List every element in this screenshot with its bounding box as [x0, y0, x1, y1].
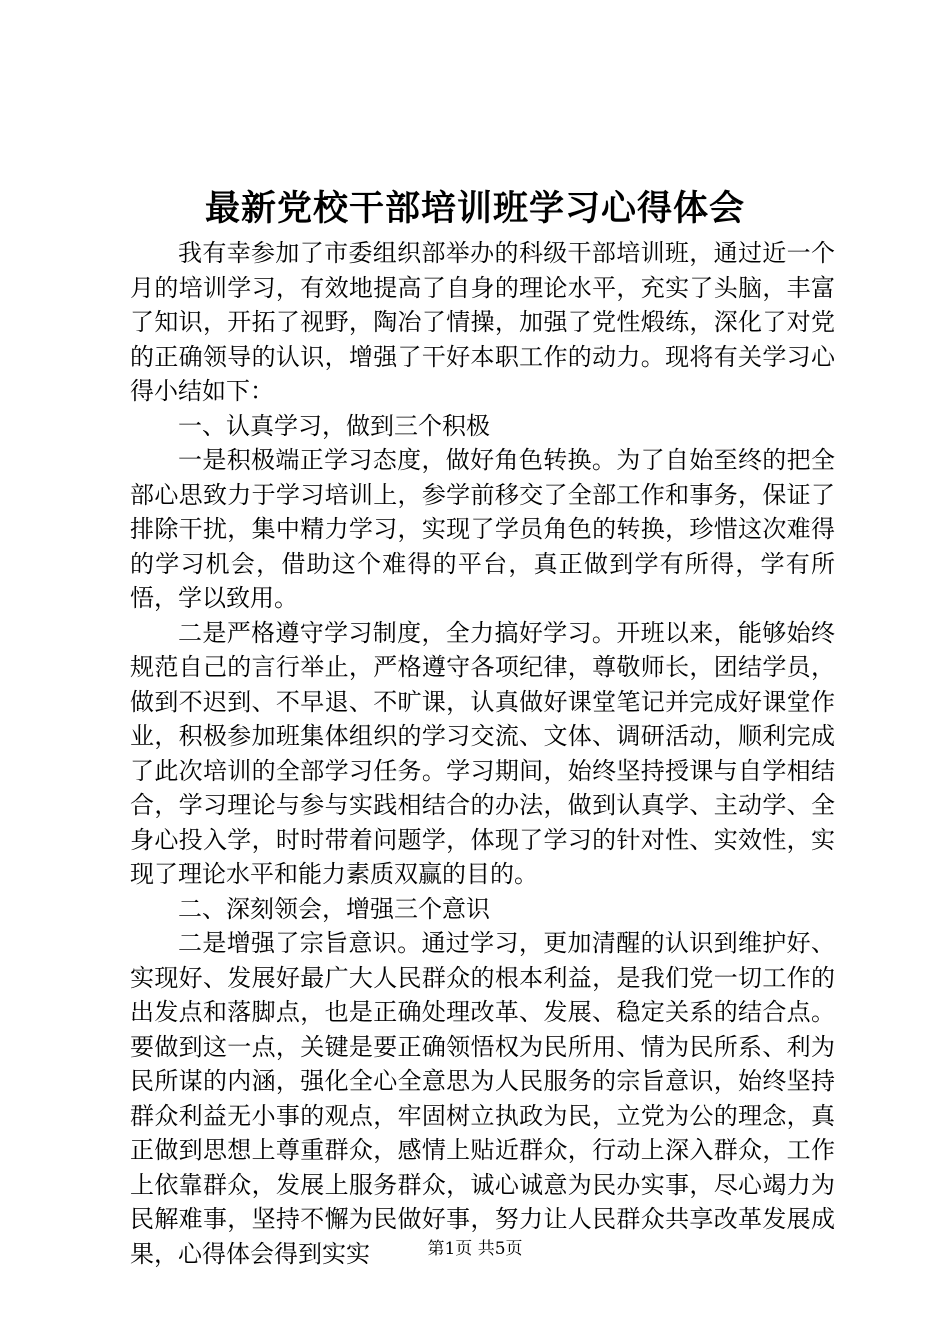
document-body [130, 236, 835, 1271]
document-title: 最新党校干部培训班学习心得体会 [204, 189, 745, 229]
body-paragraph: 二是增强了宗旨意识。通过学习，更加清醒的认识到维护好、实现好、发展好最广大人民群众的根本利益，是我们党一切工作的出发点和落脚点，也是正确处理改革、发展、稳定关系的结合点。要做到这一点，关键是要正确领悟权为民所用、情为民所系、利为民所谋的内涵，强化全心全意思为人民服务的宗旨意识，始终坚持群众利益无小事的观点，牢固树立执政为民，立党为公的理念，真正做到思想上尊重群众，感情上贴近群众，行动上深入群众，工作上依靠群众，发展上服务群众，诚心诚意为民办实事，尽心竭力为民解难事，坚持不懈为民做好事，努力让人民群众共享改革发展成果，心得体会得到实实 [130, 929, 835, 1268]
body-paragraph: 我有幸参加了市委组织部举办的科级干部培训班，通过近一个月的培训学习，有效地提高了自身的理论水平，充实了头脑，丰富了知识，开拓了视野，陶冶了情操，加强了党性煅练，深化了对党的正确领导的认识，增强了干好本职工作的动力。现将有关学习心得小结如下： [130, 239, 835, 405]
page-number-footer: 第1页 共5页 [427, 1239, 523, 1259]
section-heading: 一、认真学习，做到三个积极 [178, 411, 490, 440]
body-paragraph: 二是严格遵守学习制度，全力搞好学习。开班以来，能够始终规范自己的言行举止，严格遵守各项纪律，尊敬师长，团结学员，做到不迟到、不早退、不旷课，认真做好课堂笔记并完成好课堂作业，积极参加班集体组织的学习交流、文体、调研活动，顺利完成了此次培训的全部学习任务。学习期间，始终坚持授课与自学相结合，学习理论与参与实践相结合的办法，做到认真学、主动学、全身心投入学，时时带着问题学，体现了学习的针对性、实效性，实现了理论水平和能力素质双赢的目的。 [130, 618, 835, 888]
section-heading: 二、深刻领会，增强三个意识 [178, 894, 490, 923]
body-paragraph: 一是积极端正学习态度，做好角色转换。为了自始至终的把全部心思致力于学习培训上，参学前移交了全部工作和事务，保证了排除干扰，集中精力学习，实现了学员角色的转换，珍惜这次难得的学习机会，借助这个难得的平台，真正做到学有所得，学有所悟，学以致用。 [130, 446, 835, 612]
